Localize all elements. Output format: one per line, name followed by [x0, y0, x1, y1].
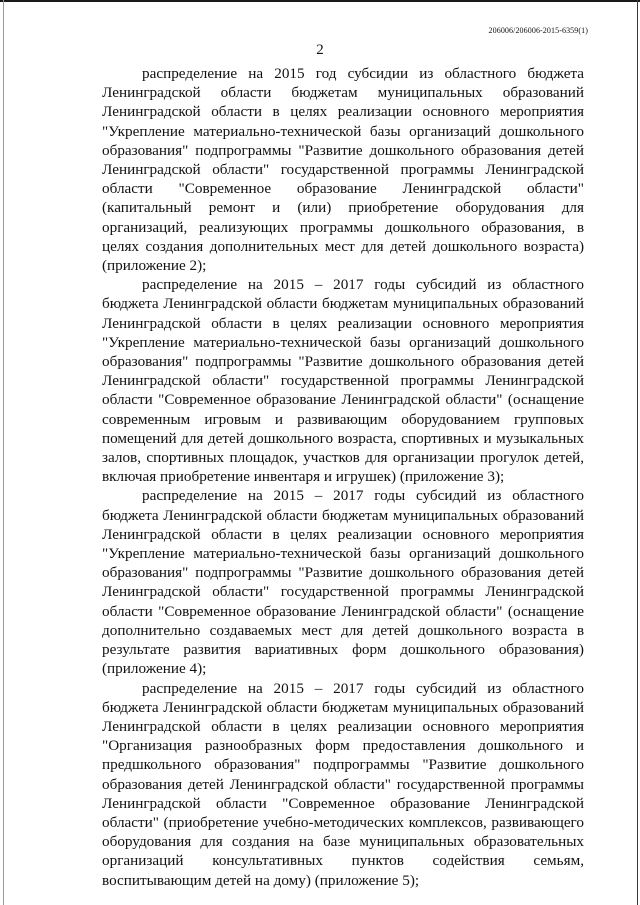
paragraph-appendix-3: распределение на 2015 – 2017 годы субсидий из областного бюджета Ленинградской области бюджетам муниципальных образований Ленинградской области в целях реализации основного мероприятия "Укрепление материально-технической базы организаций дошкольного образования" подпрограммы "Развитие дошкольного образования детей Ленинградской области" государственной программы Ленинградской области "Современное образование Ленинградской области" (оснащение современным игровым и развивающим оборудованием групповых помещений для детей дошкольного возраста, спортивных и музыкальных залов, спортивных площадок, участков для организации прогулок детей, включая приобретение инвентаря и игрушек) (приложение 3);	[102, 276, 584, 486]
scan-border-right	[637, 0, 638, 905]
paragraph-appendix-5: распределение на 2015 – 2017 годы субсидий из областного бюджета Ленинградской области бюджетам муниципальных образований Ленинградской области в целях реализации основного мероприятия "Организация разнообразных форм предоставления дошкольного и предшкольного образования" подпрограммы "Развитие дошкольного образования детей Ленинградской области" государственной программы Ленинградской области "Современное образование Ленинградской области" (приобретение учебно-методических комплексов, развивающего оборудования для создания на базе муниципальных образовательных организаций консультативных пунктов содействия семьям, воспитывающим детей на дому) (приложение 5);	[102, 679, 584, 889]
page-number: 2	[316, 42, 324, 58]
paragraph-appendix-4: распределение на 2015 – 2017 годы субсидий из областного бюджета Ленинградской области бюджетам муниципальных образований Ленинградской области в целях реализации основного мероприятия "Укрепление материально-технической базы организаций дошкольного образования" подпрограммы "Развитие дошкольного образования детей Ленинградской области" государственной программы Ленинградской области "Современное образование Ленинградской области" (оснащение дополнительно создаваемых мест для детей дошкольного возраста в результате развития вариативных форм дошкольного образования) (приложение 4);	[102, 487, 584, 678]
paragraph-appendix-2: распределение на 2015 год субсидии из областного бюджета Ленинградской области бюджетам муниципальных образований Ленинградской области в целях реализации основного мероприятия "Укрепление материально-технической базы организаций дошкольного образования" подпрограммы "Развитие дошкольного образования детей Ленинградской области" государственной программы Ленинградской области "Современное образование Ленинградской области" (капитальный ремонт и (или) приобретение оборудования для организаций, реализующих программы дошкольного образования, в целях создания дополнительных мест для детей дошкольного возраста) (приложение 2);	[102, 65, 584, 275]
scan-border-top	[0, 0, 640, 2]
document-id: 206006/206006-2015-6359(1)	[488, 26, 588, 35]
document-body	[102, 64, 584, 890]
scan-border-left	[3, 0, 4, 905]
